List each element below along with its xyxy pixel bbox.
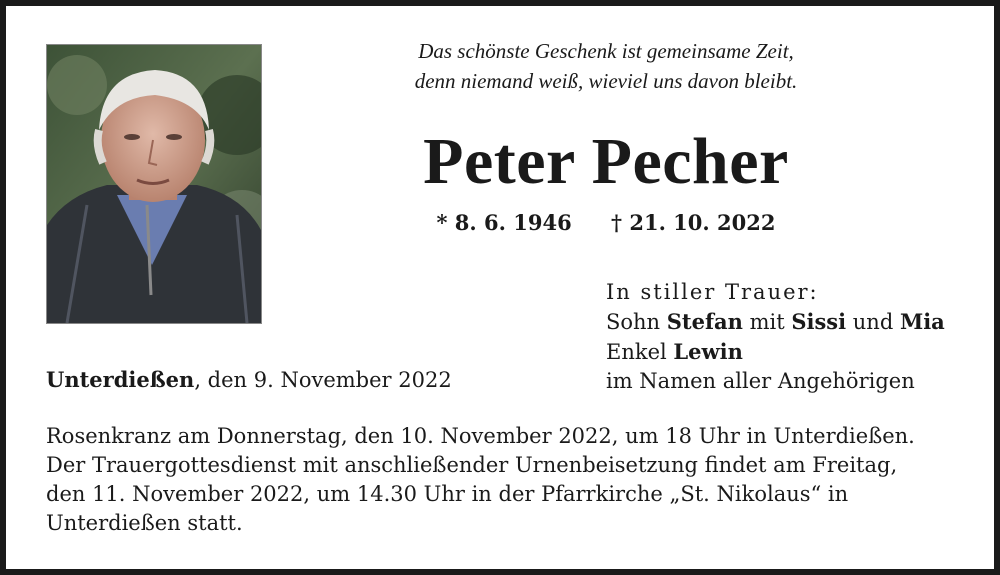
mourner-name: Mia [899, 309, 945, 334]
service-line: den 11. November 2022, um 14.30 Uhr in der Pfarrkirche „St. Nikolaus“ in [46, 482, 849, 506]
portrait-photo [46, 44, 262, 324]
mourner-name: Sissi [791, 309, 847, 334]
service-details [46, 422, 976, 538]
obituary-card [6, 6, 994, 569]
mourners-block [606, 278, 945, 396]
motto-line: denn niemand weiß, wieviel uns davon bleibt. [414, 69, 798, 93]
mourning-label: In stiller Trauer: [606, 280, 819, 304]
motto [366, 36, 846, 96]
portrait-image [47, 45, 261, 323]
mourner-name: Lewin [673, 339, 743, 364]
mourners-line-grandchild: Enkel Lewin [606, 339, 743, 364]
service-line: Rosenkranz am Donnerstag, den 10. November 2022, um 18 Uhr in Unterdießen. [46, 424, 915, 448]
life-dates [366, 208, 846, 238]
mourners-line-family: Sohn Stefan mit Sissi und Mia [606, 309, 945, 334]
service-line: Der Trauergottesdienst mit anschließender Urnenbeisetzung findet am Freitag, [46, 453, 898, 477]
deceased-name: Peter Pecher [423, 125, 789, 198]
motto-line: Das schönste Geschenk ist gemeinsame Zeit, [418, 39, 794, 63]
death-date: † 21. 10. 2022 [611, 210, 776, 235]
mourner-name: Stefan [666, 309, 743, 334]
service-line: Unterdießen statt. [46, 511, 243, 535]
mourners-line-all: im Namen aller Angehörigen [606, 369, 915, 393]
place-date-text: , den 9. November 2022 [194, 368, 452, 392]
place-date [46, 365, 452, 395]
birth-date: * 8. 6. 1946 [436, 210, 572, 235]
place-town: Unterdießen [46, 367, 195, 392]
